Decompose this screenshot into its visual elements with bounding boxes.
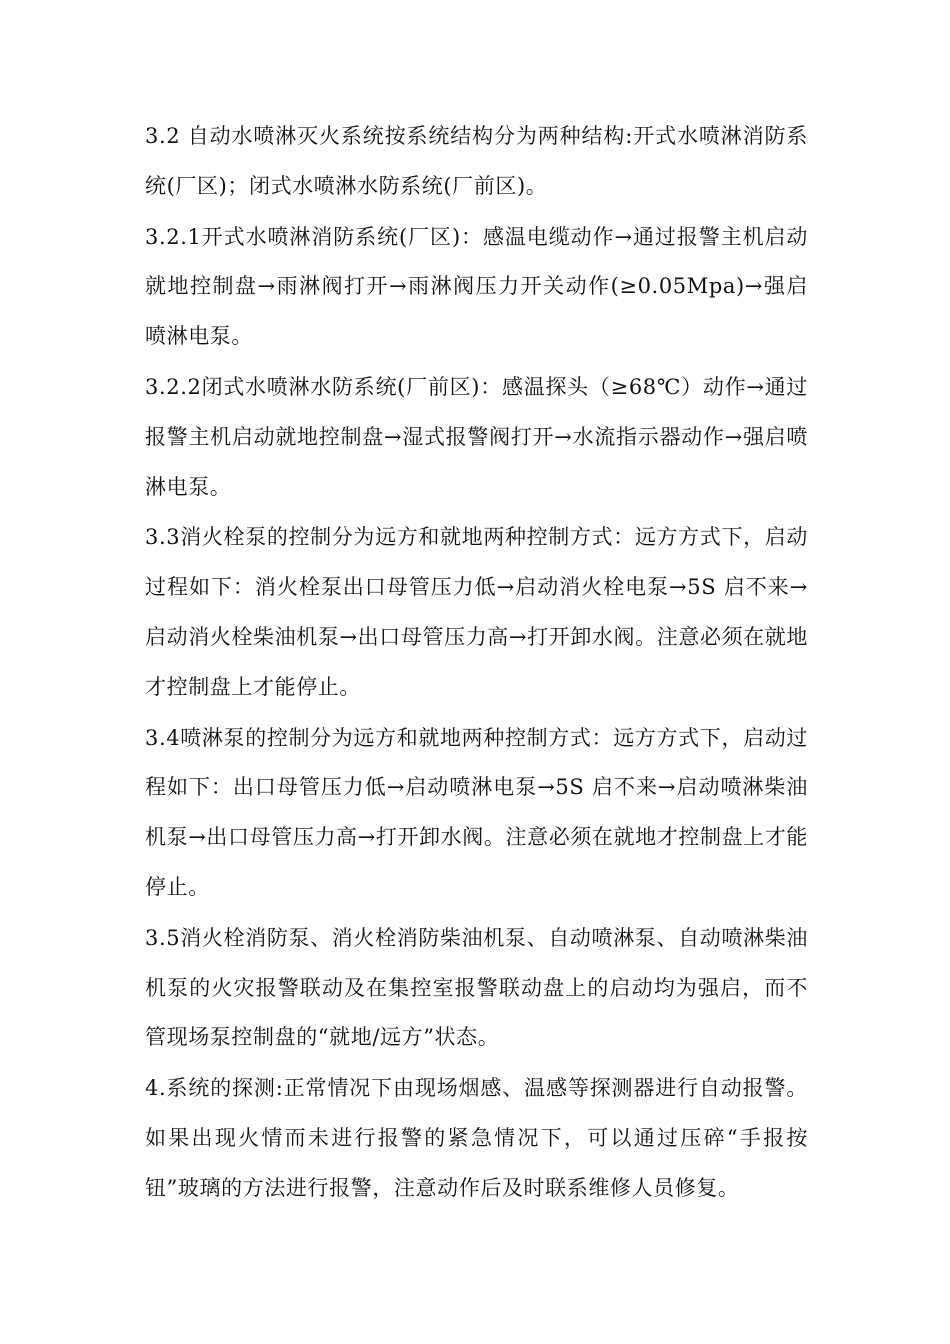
document-body [145, 112, 808, 1215]
paragraph-3-5: 3.5消火栓消防泵、消火栓消防柴油机泵、自动喷淋泵、自动喷淋柴油机泵的火灾报警联动及在集控室报警联动盘上的启动均为强启，而不管现场泵控制盘的“就地/远方”状态。 [145, 925, 808, 1050]
paragraph-3-2: 3.2 自动水喷淋灭火系统按系统结构分为两种结构:开式水喷淋消防系统(厂区)；闭式水喷淋水防系统(厂前区)。 [145, 124, 808, 198]
paragraph-4: 4.系统的探测:正常情况下由现场烟感、温感等探测器进行自动报警。如果出现火情而未进行报警的紧急情况下，可以通过压碎“手报按钮”玻璃的方法进行报警，注意动作后及时联系维修人员修复。 [145, 1076, 808, 1200]
paragraph-3-4: 3.4喷淋泵的控制分为远方和就地两种控制方式：远方方式下，启动过程如下：出口母管压力低→启动喷淋电泵→5S 启不来→启动喷淋柴油机泵→出口母管压力高→打开卸水阀。注意必须在就地才控制盘上才能停止。 [145, 725, 808, 899]
paragraph-3-2-2: 3.2.2闭式水喷淋水防系统(厂前区)：感温探头（≥68℃）动作→通过报警主机启动就地控制盘→湿式报警阀打开→水流指示器动作→强启喷淋电泵。 [145, 374, 808, 499]
paragraph-3-2-1: 3.2.1开式水喷淋消防系统(厂区)：感温电缆动作→通过报警主机启动就地控制盘→雨淋阀打开→雨淋阀压力开关动作(≥0.05Mpa)→强启喷淋电泵。 [145, 224, 808, 349]
paragraph-3-3: 3.3消火栓泵的控制分为远方和就地两种控制方式：远方方式下，启动过程如下：消火栓泵出口母管压力低→启动消火栓电泵→5S 启不来→启动消火栓柴油机泵→出口母管压力高→打开卸水阀。注意必须在就地才控制盘上才能停止。 [145, 525, 808, 699]
